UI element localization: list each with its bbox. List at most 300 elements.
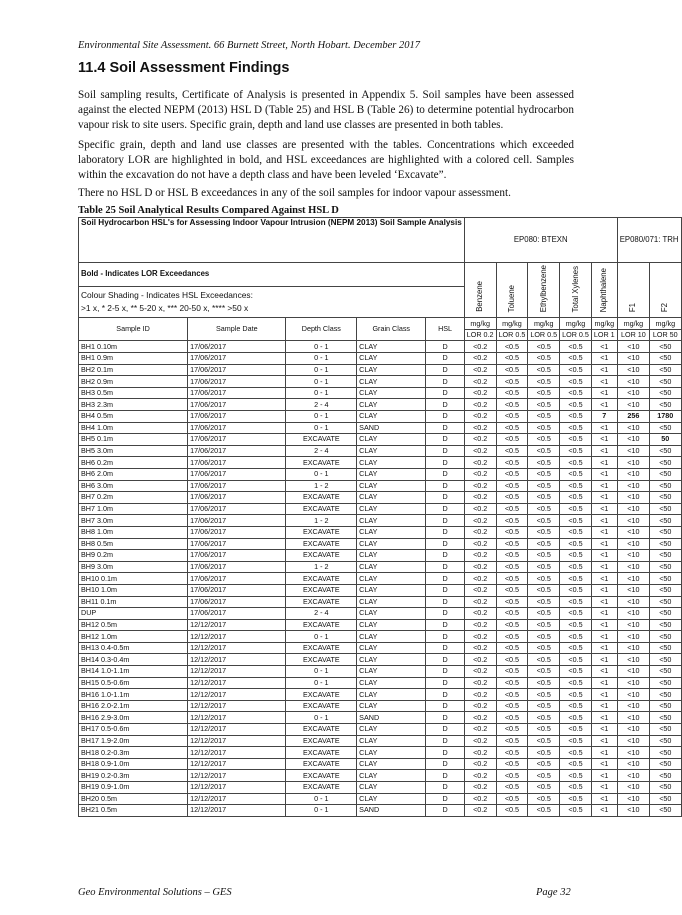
footer-right: Page 32 <box>536 887 571 898</box>
table-cell: D <box>426 631 464 643</box>
table-cell: CLAY <box>357 724 426 736</box>
table-cell: <0.5 <box>560 399 592 411</box>
table-cell: BH17 1.9-2.0m <box>79 735 188 747</box>
table-cell: <0.5 <box>528 608 560 620</box>
table-cell: <0.5 <box>528 364 560 376</box>
table-row <box>79 538 682 550</box>
table-cell: 17/06/2017 <box>188 457 286 469</box>
table-cell: BH3 2.3m <box>79 399 188 411</box>
table-cell: <0.5 <box>560 596 592 608</box>
table-cell: <50 <box>650 341 681 353</box>
colour-note-line-1: Colour Shading - Indicates HSL Exceedances: <box>81 289 253 300</box>
table-cell: <50 <box>650 724 681 736</box>
table-cell: <0.2 <box>464 793 496 805</box>
table-cell: CLAY <box>357 387 426 399</box>
table-cell: EXCAVATE <box>286 619 357 631</box>
table-cell: <0.5 <box>496 353 528 365</box>
table-cell: <10 <box>617 793 649 805</box>
page-header: Environmental Site Assessment. 66 Burnett Street, North Hobart. December 2017 <box>78 40 420 51</box>
table-cell: <0.5 <box>528 666 560 678</box>
table-cell: <0.5 <box>528 654 560 666</box>
table-cell: <0.5 <box>528 619 560 631</box>
table-cell: D <box>426 793 464 805</box>
table-cell: EXCAVATE <box>286 434 357 446</box>
table-cell: <10 <box>617 422 649 434</box>
table-cell: <50 <box>650 445 681 457</box>
table-cell: SAND <box>357 712 426 724</box>
table-cell: <0.5 <box>496 445 528 457</box>
table-cell: 17/06/2017 <box>188 538 286 550</box>
table-cell: <0.5 <box>496 492 528 504</box>
table-cell: <0.5 <box>496 793 528 805</box>
table-cell: CLAY <box>357 747 426 759</box>
table-cell: <0.5 <box>560 608 592 620</box>
soil-results-table <box>78 217 682 817</box>
table-cell: BH1 0.10m <box>79 341 188 353</box>
table-cell: BH18 0.2-0.3m <box>79 747 188 759</box>
table-cell: CLAY <box>357 526 426 538</box>
table-cell: BH1 0.9m <box>79 353 188 365</box>
table-cell: <1 <box>591 805 617 817</box>
analyte-total-xylenes: Total Xylenes <box>560 263 592 318</box>
analyte-toluene: Toluene <box>496 263 528 318</box>
col-grain-class: Grain Class <box>357 318 426 341</box>
table-row <box>79 700 682 712</box>
table-cell: BH19 0.2-0.3m <box>79 770 188 782</box>
table-cell: <10 <box>617 457 649 469</box>
table-cell: <0.5 <box>560 654 592 666</box>
table-cell: <1 <box>591 376 617 388</box>
table-cell: <50 <box>650 503 681 515</box>
table-cell: <50 <box>650 596 681 608</box>
table-cell: <10 <box>617 631 649 643</box>
table-cell: D <box>426 758 464 770</box>
table-cell: <0.2 <box>464 584 496 596</box>
table-cell: <10 <box>617 758 649 770</box>
table-cell: <1 <box>591 584 617 596</box>
table-cell: <0.2 <box>464 422 496 434</box>
table-cell: CLAY <box>357 445 426 457</box>
table-cell: BH21 0.5m <box>79 805 188 817</box>
table-cell: <0.2 <box>464 550 496 562</box>
table-cell: <0.2 <box>464 700 496 712</box>
table-cell: <10 <box>617 364 649 376</box>
table-cell: D <box>426 654 464 666</box>
table-cell: <0.5 <box>496 642 528 654</box>
table-cell: <0.5 <box>528 526 560 538</box>
table-cell: <1 <box>591 747 617 759</box>
table-row <box>79 503 682 515</box>
table-cell: <0.5 <box>496 411 528 423</box>
table-cell: <50 <box>650 422 681 434</box>
table-cell: <50 <box>650 364 681 376</box>
table-cell: <0.5 <box>496 747 528 759</box>
table-cell: D <box>426 538 464 550</box>
table-cell: BH4 1.0m <box>79 422 188 434</box>
table-row <box>79 550 682 562</box>
unit-cell: mg/kg <box>617 318 649 330</box>
table-row <box>79 492 682 504</box>
paragraph-2: Specific grain, depth and land use classes are presented with the tables. Concentrations which exceeded laboratory LOR are highlighted in bold, and HSL exceedances are highlighted with a colored cell. Samples within the excavation do not have a depth class and have been leveled ‘Excavate”. <box>78 139 574 181</box>
table-cell: <1 <box>591 561 617 573</box>
table-cell: <10 <box>617 526 649 538</box>
table-cell: <0.5 <box>528 341 560 353</box>
table-cell: BH8 1.0m <box>79 526 188 538</box>
table-cell: EXCAVATE <box>286 573 357 585</box>
table-cell: <10 <box>617 387 649 399</box>
table-cell: BH4 0.5m <box>79 411 188 423</box>
table-cell: BH3 0.5m <box>79 387 188 399</box>
table-row <box>79 619 682 631</box>
table-row <box>79 376 682 388</box>
table-cell: <0.2 <box>464 503 496 515</box>
table-cell: <0.5 <box>496 758 528 770</box>
table-cell: <1 <box>591 654 617 666</box>
table-cell: <0.5 <box>496 724 528 736</box>
table-cell: D <box>426 596 464 608</box>
table-cell: <0.2 <box>464 515 496 527</box>
table-cell: <0.5 <box>560 793 592 805</box>
table-cell: <50 <box>650 793 681 805</box>
table-cell: <1 <box>591 526 617 538</box>
table-row <box>79 399 682 411</box>
table-cell: <50 <box>650 480 681 492</box>
table-cell: <1 <box>591 608 617 620</box>
table-cell: D <box>426 700 464 712</box>
table-cell: BH2 0.9m <box>79 376 188 388</box>
table-cell: <0.5 <box>560 434 592 446</box>
table-cell: CLAY <box>357 550 426 562</box>
table-cell: D <box>426 724 464 736</box>
table-cell: <50 <box>650 526 681 538</box>
table-cell: <0.2 <box>464 619 496 631</box>
table-cell: <0.2 <box>464 677 496 689</box>
unit-cell: mg/kg <box>496 318 528 330</box>
table-cell: <0.2 <box>464 596 496 608</box>
table-cell: <1 <box>591 422 617 434</box>
table-cell: <1 <box>591 770 617 782</box>
table-cell: 17/06/2017 <box>188 468 286 480</box>
table-cell: 0 - 1 <box>286 387 357 399</box>
table-cell: <0.5 <box>528 503 560 515</box>
table-cell: 17/06/2017 <box>188 550 286 562</box>
table-cell: 12/12/2017 <box>188 724 286 736</box>
table-cell: <0.5 <box>528 805 560 817</box>
table-cell: EXCAVATE <box>286 758 357 770</box>
group-header-trh: EP080/071: TRH <box>617 218 681 263</box>
table-cell: <50 <box>650 770 681 782</box>
table-cell: <1 <box>591 515 617 527</box>
table-cell: <10 <box>617 770 649 782</box>
table-row <box>79 468 682 480</box>
table-cell: <50 <box>650 573 681 585</box>
table-cell: 12/12/2017 <box>188 805 286 817</box>
table-cell: <0.5 <box>560 538 592 550</box>
table-cell: <0.5 <box>528 480 560 492</box>
table-cell: D <box>426 364 464 376</box>
table-cell: <0.5 <box>496 434 528 446</box>
table-cell: DUP <box>79 608 188 620</box>
table-cell: <0.5 <box>496 712 528 724</box>
table-cell: <0.5 <box>496 364 528 376</box>
table-cell: CLAY <box>357 480 426 492</box>
table-cell: 1780 <box>650 411 681 423</box>
table-cell: 12/12/2017 <box>188 712 286 724</box>
group-header-btexn: EP080: BTEXN <box>464 218 617 263</box>
table-caption: Table 25 Soil Analytical Results Compared Against HSL D <box>78 205 339 216</box>
table-row <box>79 666 682 678</box>
table-cell: BH12 1.0m <box>79 631 188 643</box>
table-cell: D <box>426 515 464 527</box>
table-cell: 2 - 4 <box>286 608 357 620</box>
table-cell: <1 <box>591 434 617 446</box>
analyte-f2: F2 <box>650 263 681 318</box>
analyte-naphthalene: Naphthalene <box>591 263 617 318</box>
paragraph-3: There no HSL D or HSL B exceedances in any of the soil samples for indoor vapour assessment. <box>78 187 511 199</box>
table-cell: <0.5 <box>528 712 560 724</box>
table-cell: <50 <box>650 689 681 701</box>
unit-cell: mg/kg <box>528 318 560 330</box>
table-cell: CLAY <box>357 353 426 365</box>
table-cell: EXCAVATE <box>286 770 357 782</box>
table-cell: <10 <box>617 480 649 492</box>
table-cell: <0.5 <box>496 480 528 492</box>
table-cell: BH17 0.5-0.6m <box>79 724 188 736</box>
table-cell: D <box>426 503 464 515</box>
table-cell: 12/12/2017 <box>188 758 286 770</box>
table-cell: <50 <box>650 619 681 631</box>
table-cell: <0.5 <box>496 526 528 538</box>
table-cell: <0.5 <box>560 584 592 596</box>
table-cell: 12/12/2017 <box>188 735 286 747</box>
table-cell: <0.2 <box>464 770 496 782</box>
table-cell: CLAY <box>357 770 426 782</box>
table-cell: <0.5 <box>560 677 592 689</box>
table-cell: EXCAVATE <box>286 538 357 550</box>
table-cell: 12/12/2017 <box>188 631 286 643</box>
table-cell: 7 <box>591 411 617 423</box>
table-cell: <50 <box>650 387 681 399</box>
table-cell: EXCAVATE <box>286 550 357 562</box>
table-cell: <0.5 <box>528 387 560 399</box>
table-cell: EXCAVATE <box>286 492 357 504</box>
table-cell: <50 <box>650 492 681 504</box>
table-cell: <0.2 <box>464 434 496 446</box>
table-cell: CLAY <box>357 468 426 480</box>
lor-cell: LOR 0.2 <box>464 329 496 341</box>
table-cell: <0.5 <box>528 445 560 457</box>
table-cell: BH10 0.1m <box>79 573 188 585</box>
table-row <box>79 805 682 817</box>
table-cell: <0.5 <box>528 468 560 480</box>
table-cell: <0.5 <box>528 596 560 608</box>
table-row <box>79 608 682 620</box>
table-cell: <0.5 <box>496 782 528 794</box>
table-cell: EXCAVATE <box>286 689 357 701</box>
table-cell: <0.5 <box>496 735 528 747</box>
table-cell: EXCAVATE <box>286 735 357 747</box>
table-cell: 1 - 2 <box>286 561 357 573</box>
table-cell: EXCAVATE <box>286 584 357 596</box>
table-cell: D <box>426 619 464 631</box>
table-cell: CLAY <box>357 758 426 770</box>
table-cell: EXCAVATE <box>286 654 357 666</box>
table-cell: 17/06/2017 <box>188 526 286 538</box>
table-cell: <0.5 <box>496 770 528 782</box>
table-cell: <10 <box>617 677 649 689</box>
table-cell: <0.5 <box>560 503 592 515</box>
table-cell: CLAY <box>357 364 426 376</box>
col-sample-date: Sample Date <box>188 318 286 341</box>
table-cell: <0.5 <box>528 411 560 423</box>
table-cell: <0.5 <box>560 353 592 365</box>
table-cell: BH10 1.0m <box>79 584 188 596</box>
table-cell: <1 <box>591 480 617 492</box>
table-cell: <0.2 <box>464 387 496 399</box>
table-cell: <50 <box>650 747 681 759</box>
table-cell: <0.5 <box>560 364 592 376</box>
table-cell: <0.2 <box>464 561 496 573</box>
table-cell: <0.5 <box>496 550 528 562</box>
table-cell: 0 - 1 <box>286 666 357 678</box>
table-cell: 0 - 1 <box>286 422 357 434</box>
table-cell: CLAY <box>357 619 426 631</box>
table-cell: <0.5 <box>496 619 528 631</box>
table-cell: CLAY <box>357 503 426 515</box>
table-cell: BH7 3.0m <box>79 515 188 527</box>
table-cell: <10 <box>617 642 649 654</box>
table-cell: <10 <box>617 689 649 701</box>
table-cell: CLAY <box>357 631 426 643</box>
table-cell: <10 <box>617 619 649 631</box>
table-cell: EXCAVATE <box>286 526 357 538</box>
table-cell: 17/06/2017 <box>188 434 286 446</box>
table-cell: <50 <box>650 735 681 747</box>
table-cell: <0.5 <box>560 747 592 759</box>
table-cell: <0.5 <box>528 573 560 585</box>
table-cell: <50 <box>650 399 681 411</box>
table-cell: 2 - 4 <box>286 445 357 457</box>
table-cell: D <box>426 608 464 620</box>
table-cell: <0.5 <box>496 689 528 701</box>
table-cell: <0.5 <box>560 724 592 736</box>
table-cell: <1 <box>591 445 617 457</box>
table-cell: 1 - 2 <box>286 480 357 492</box>
table-cell: <50 <box>650 550 681 562</box>
table-cell: <10 <box>617 700 649 712</box>
table-cell: 12/12/2017 <box>188 677 286 689</box>
table-cell: CLAY <box>357 608 426 620</box>
table-cell: <50 <box>650 376 681 388</box>
table-cell: <0.5 <box>528 422 560 434</box>
table-cell: <1 <box>591 642 617 654</box>
col-sample-id: Sample ID <box>79 318 188 341</box>
table-cell: <0.5 <box>528 793 560 805</box>
table-cell: D <box>426 584 464 596</box>
table-cell: D <box>426 399 464 411</box>
table-cell: <0.5 <box>560 689 592 701</box>
table-cell: D <box>426 457 464 469</box>
table-cell: <0.5 <box>496 341 528 353</box>
table-cell: <0.5 <box>560 642 592 654</box>
lor-cell: LOR 0.5 <box>528 329 560 341</box>
table-cell: <50 <box>650 561 681 573</box>
table-cell: <10 <box>617 712 649 724</box>
table-row <box>79 724 682 736</box>
table-row <box>79 364 682 376</box>
table-cell: CLAY <box>357 434 426 446</box>
table-cell: <0.5 <box>560 735 592 747</box>
table-cell: <50 <box>650 654 681 666</box>
table-cell: CLAY <box>357 341 426 353</box>
table-cell: <0.5 <box>560 550 592 562</box>
col-hsl: HSL <box>426 318 464 341</box>
table-cell: 17/06/2017 <box>188 561 286 573</box>
table-cell: 17/06/2017 <box>188 341 286 353</box>
table-cell: <10 <box>617 596 649 608</box>
table-cell: <50 <box>650 677 681 689</box>
table-row <box>79 677 682 689</box>
table-cell: <1 <box>591 677 617 689</box>
table-cell: <0.5 <box>528 561 560 573</box>
table-cell: <1 <box>591 550 617 562</box>
table-cell: D <box>426 550 464 562</box>
table-cell: 17/06/2017 <box>188 364 286 376</box>
table-cell: <1 <box>591 793 617 805</box>
table-cell: 12/12/2017 <box>188 619 286 631</box>
table-row <box>79 712 682 724</box>
table-cell: D <box>426 677 464 689</box>
table-cell: <0.5 <box>560 422 592 434</box>
table-cell: <10 <box>617 584 649 596</box>
table-cell: BH11 0.1m <box>79 596 188 608</box>
table-cell: <0.5 <box>496 573 528 585</box>
lor-cell: LOR 1 <box>591 329 617 341</box>
table-row <box>79 341 682 353</box>
table-cell: CLAY <box>357 677 426 689</box>
table-cell: <10 <box>617 515 649 527</box>
table-cell: <0.2 <box>464 654 496 666</box>
unit-cell: mg/kg <box>560 318 592 330</box>
table-cell: <0.5 <box>560 619 592 631</box>
table-cell: <50 <box>650 712 681 724</box>
table-cell: <0.5 <box>528 550 560 562</box>
table-cell: BH8 0.5m <box>79 538 188 550</box>
table-cell: <10 <box>617 666 649 678</box>
paragraph-1: Soil sampling results, Certificate of Analysis is presented in Appendix 5. Soil samples have been assessed against the elected NEPM (2013) HSL D (Table 25) and HSL B (Table 26) to determine potential hydrocarbon vapour risk to site users. Specific grain, depth and land use classes are presented in both tables. <box>78 89 574 131</box>
table-cell: <0.5 <box>496 538 528 550</box>
table-cell: <1 <box>591 573 617 585</box>
table-cell: BH6 0.2m <box>79 457 188 469</box>
table-cell: <0.5 <box>496 387 528 399</box>
table-cell: 0 - 1 <box>286 341 357 353</box>
table-cell: <1 <box>591 724 617 736</box>
table-cell: D <box>426 526 464 538</box>
table-cell: <1 <box>591 538 617 550</box>
table-row <box>79 793 682 805</box>
table-cell: <0.5 <box>560 782 592 794</box>
table-cell: <0.5 <box>560 468 592 480</box>
table-cell: BH20 0.5m <box>79 793 188 805</box>
table-cell: <50 <box>650 758 681 770</box>
table-cell: <0.5 <box>528 782 560 794</box>
table-title: Soil Hydrocarbon HSL's for Assessing Indoor Vapour Intrusion (NEPM 2013) Soil Sample Analysis <box>79 218 465 263</box>
table-cell: EXCAVATE <box>286 782 357 794</box>
table-cell: CLAY <box>357 399 426 411</box>
table-row <box>79 526 682 538</box>
table-cell: <0.5 <box>528 700 560 712</box>
table-cell: CLAY <box>357 689 426 701</box>
